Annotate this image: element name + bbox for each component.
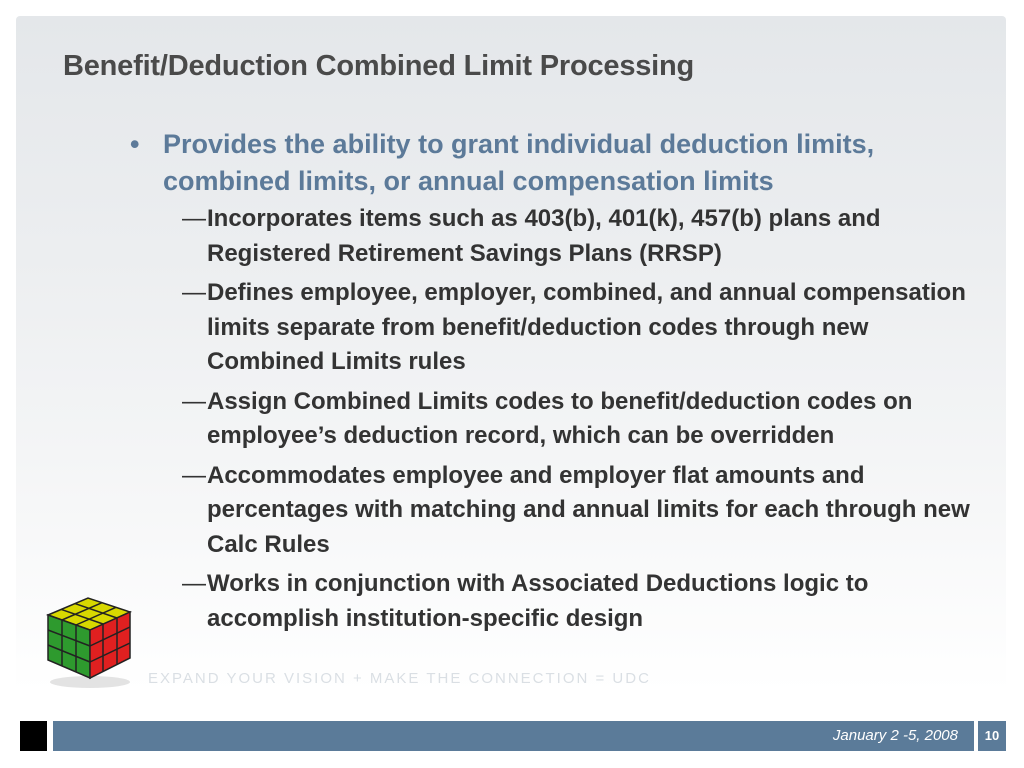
dash-icon: —: [182, 570, 206, 597]
page-number: 10: [978, 721, 1006, 751]
footer-bar: [53, 721, 974, 751]
dash-icon: —: [182, 461, 206, 489]
sub-bullet: [182, 459, 970, 563]
sub-bullet-text: Works in conjunction with Associated Deductions logic to accomplish institution-specific design: [207, 570, 869, 632]
dash-icon: —: [182, 387, 206, 415]
sub-bullet-text: Accommodates employee and employer flat amounts and percentages with matching and annual limits for each through new Calc Rules: [207, 461, 970, 558]
sub-bullet: [182, 276, 970, 380]
rubiks-cube-icon: [38, 590, 138, 690]
dash-icon: —: [182, 205, 206, 232]
footer-date: January 2 -5, 2008: [832, 727, 958, 744]
bullet-icon: •: [130, 129, 140, 159]
main-bullet-text: Provides the ability to grant individual deduction limits, combined limits, or annual compensation limits: [163, 129, 875, 196]
main-bullet: [130, 126, 970, 200]
sub-bullet-text: Defines employee, employer, combined, and annual compensation limits separate from benefit/deduction codes through new Combined Limits rules: [207, 279, 966, 375]
sub-bullet-text: Incorporates items such as 403(b), 401(k), 457(b) plans and Registered Retirement Savings Plans (RRSP): [207, 205, 881, 267]
sub-bullet-text: Assign Combined Limits codes to benefit/deduction codes on employee’s deduction record, which can be overridden: [207, 387, 913, 449]
slide-title: Benefit/Deduction Combined Limit Processing: [63, 50, 695, 82]
sub-bullet: [182, 202, 970, 271]
sub-bullet: [182, 567, 970, 636]
sub-bullet: [182, 385, 970, 454]
dash-icon: —: [182, 279, 206, 306]
tagline: EXPAND YOUR VISION + MAKE THE CONNECTION = UDC: [148, 670, 651, 687]
footer-black-box: [20, 721, 47, 751]
slide-content: [130, 126, 970, 641]
